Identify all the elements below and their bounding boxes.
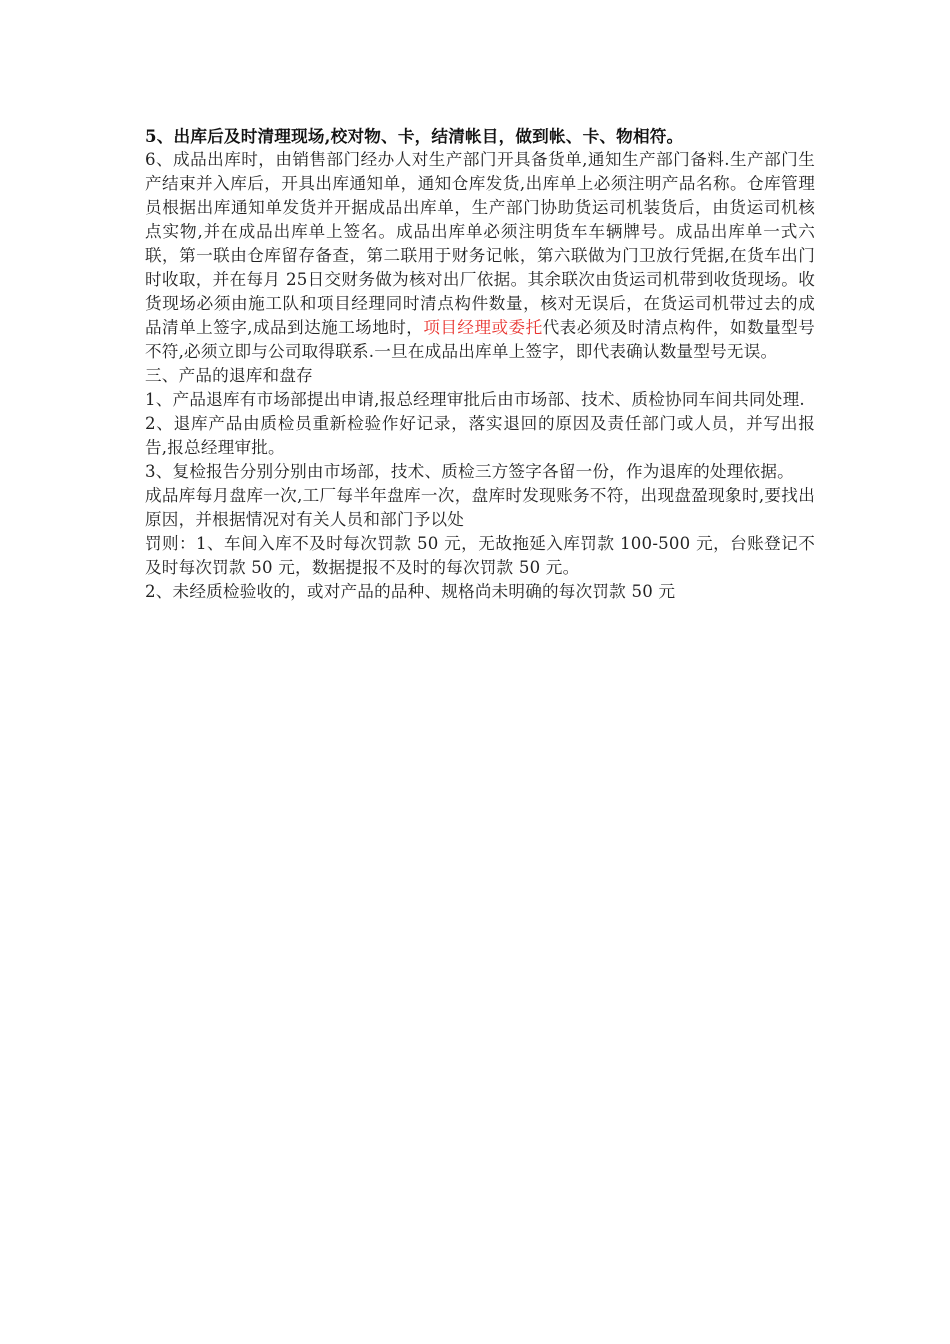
- paragraph-text: 代表必须及时清点构件，如数量型号不符,必须立即与公司取得联系.一旦在成品出库单上签字，即代表确认数量型号无误。: [145, 318, 815, 361]
- paragraph-inventory: 成品库每月盘库一次,工厂每半年盘库一次，盘库时发现账务不符，出现盘盈现象时,要找出原因，并根据情况对有关人员和部门予以处: [145, 486, 815, 529]
- paragraph-text: 6、成品出库时，由销售部门经办人对生产部门开具备货单,通知生产部门备料.生产部门生产结束并入库后，开具出库通知单，通知仓库发货,出库单上必须注明产品名称。仓库管理员根据出库通知单发货并开据成品出库单，生产部门协助货运司机装货后，由货运司机核点实物,并在成品出库单上签名。成品出库单必须注明货车车辆牌号。成品出库单一式六联，第一联由仓库留存备查，第二联用于财务记帐，第六联做为门卫放行凭据,在货车出门时收取，并在每月 25日交财务做为核对出厂依据。其余联次由货运司机带到收货现场。收货现场必须由施工队和项目经理同时清点构件数量，核对无误后，在货运司机带过去的成品清单上签字,成品到达施工场地时，: [145, 150, 815, 337]
- paragraph-return-1: 1、产品退库有市场部提出申请,报总经理审批后由市场部、技术、质检协同车间共同处理.: [145, 390, 805, 409]
- paragraph-penalty-1: 罚则：1、车间入库不及时每次罚款 50 元，无故拖延入库罚款 100-500 元，台账登记不及时每次罚款 50 元，数据提报不及时的每次罚款 50 元。: [145, 534, 815, 577]
- highlighted-text: 项目经理或委托: [423, 318, 543, 337]
- paragraph-item-6: [145, 148, 815, 364]
- document-body: [145, 124, 815, 604]
- paragraph-return-2: 2、退库产品由质检员重新检验作好记录，落实退回的原因及责任部门或人员，并写出报告,报总经理审批。: [145, 414, 815, 457]
- paragraph-item-5: 5、出库后及时清理现场,校对物、卡，结清帐目，做到帐、卡、物相符。: [145, 126, 684, 146]
- section-heading: 三、产品的退库和盘存: [145, 366, 313, 385]
- paragraph-return-3: 3、复检报告分别分别由市场部，技术、质检三方签字各留一份，作为退库的处理依据。: [145, 462, 794, 481]
- paragraph-penalty-2: 2、未经质检验收的，或对产品的品种、规格尚未明确的每次罚款 50 元: [145, 582, 676, 601]
